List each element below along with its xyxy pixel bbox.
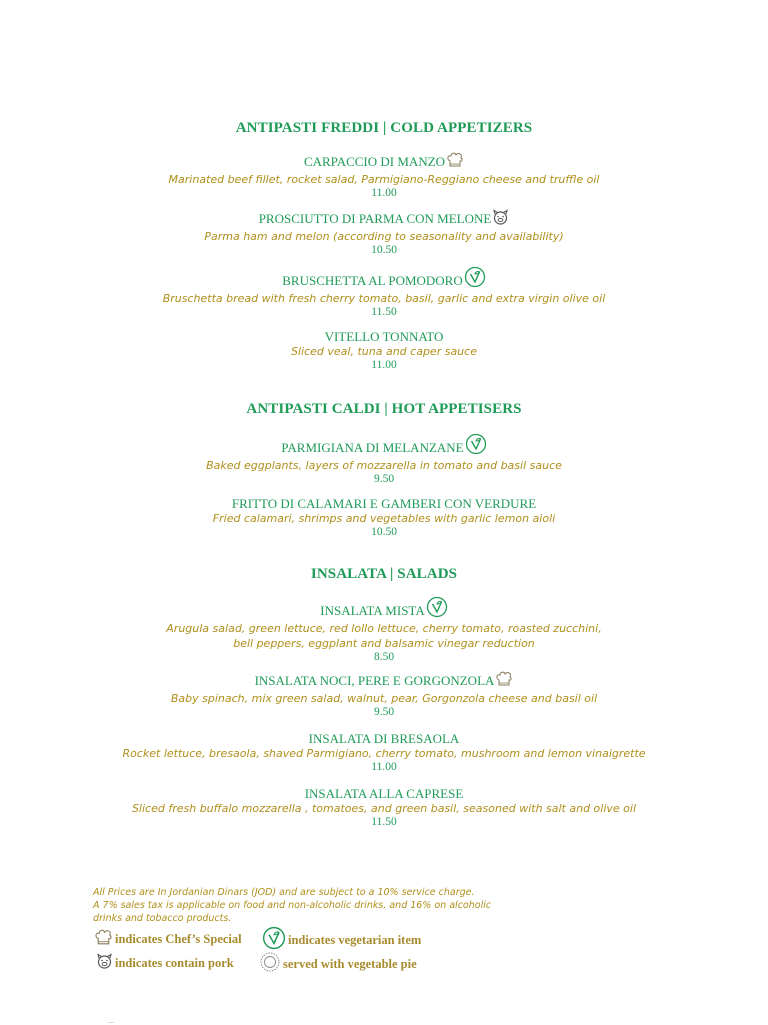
- vegetarian-icon: [464, 266, 486, 291]
- section-title-salads: INSALATA | SALADS: [310, 566, 458, 582]
- menu-item-insalata-mista: [0, 596, 768, 664]
- item-price: 11.00: [371, 359, 397, 371]
- stray-mark: ...: [108, 1016, 114, 1025]
- item-name: INSALATA DI BRESAOLA: [308, 731, 460, 746]
- item-price: 11.00: [371, 187, 397, 199]
- item-name: BRUSCHETTA AL POMODORO: [282, 273, 463, 288]
- menu-item-prosciutto: [0, 209, 768, 257]
- legend-pork: [96, 953, 234, 974]
- item-name: CARPACCIO DI MANZO: [303, 154, 446, 169]
- pig-icon: [492, 209, 509, 229]
- item-description: Baked eggplants, layers of mozzarella in tomato and basil sauce: [206, 459, 562, 472]
- item-name: INSALATA ALLA CAPRESE: [304, 786, 464, 801]
- menu-item-vitello: [0, 329, 768, 372]
- item-price: 10.50: [371, 526, 397, 538]
- item-price: 11.50: [371, 306, 397, 318]
- chef-hat-icon: [94, 928, 113, 951]
- menu-item-bresaola: [0, 731, 768, 774]
- pig-icon: [96, 953, 113, 974]
- menu-item-fritto: [0, 496, 768, 539]
- item-price: 9.50: [373, 473, 395, 485]
- item-description: Marinated beef fillet, rocket salad, Parmigiano-Reggiano cheese and truffle oil: [168, 173, 600, 186]
- menu-item-insalata-noci: [0, 670, 768, 719]
- legend-label: indicates vegetarian item: [288, 932, 422, 947]
- item-price: 8.50: [373, 651, 395, 663]
- chef-hat-icon: [446, 151, 464, 172]
- item-name: INSALATA NOCI, PERE E GORGONZOLA: [254, 673, 495, 688]
- item-price: 10.50: [371, 244, 397, 256]
- item-name: PROSCIUTTO DI PARMA CON MELONE: [258, 211, 492, 226]
- legend-label: indicates Chef’s Special: [115, 932, 242, 946]
- item-name: PARMIGIANA DI MELANZANE: [281, 440, 464, 455]
- item-description: Sliced fresh buffalo mozzarella , tomatoes, and green basil, seasoned with salt and olive oil: [131, 802, 637, 815]
- price-footnote: [93, 886, 513, 925]
- item-description-line1: Arugula salad, green lettuce, red lollo lettuce, cherry tomato, roasted zucchini,: [166, 622, 602, 635]
- item-description-line2: bell peppers, eggplant and balsamic vinegar reduction: [233, 637, 535, 650]
- chef-hat-icon: [495, 670, 513, 691]
- item-name: INSALATA MISTA: [320, 603, 425, 618]
- item-name: FRITTO DI CALAMARI E GAMBERI CON VERDURE: [231, 496, 537, 511]
- item-name: VITELLO TONNATO: [324, 329, 444, 344]
- menu-item-bruschetta: [0, 266, 768, 319]
- footnote-line: All Prices are In Jordanian Dinars (JOD) and are subject to a 10% service charge.: [93, 887, 475, 898]
- menu-item-caprese: [0, 786, 768, 829]
- menu-item-parmigiana: [0, 433, 768, 486]
- section-title-cold: ANTIPASTI FREDDI | COLD APPETIZERS: [235, 120, 533, 136]
- legend-vegetable-pie: [259, 951, 417, 977]
- footnote-line: A 7% sales tax is applicable on food and non-alcoholic drinks, and 16% on alcoholic: [93, 900, 492, 911]
- menu-item-carpaccio: [0, 151, 768, 200]
- section-title-hot: ANTIPASTI CALDI | HOT APPETISERS: [246, 401, 522, 417]
- legend-chef: [94, 928, 242, 951]
- vegetarian-icon: [465, 433, 487, 458]
- vegetable-pie-icon: [259, 951, 281, 977]
- item-price: 9.50: [373, 706, 395, 718]
- item-price: 11.00: [371, 761, 397, 773]
- vegetarian-icon: [426, 596, 448, 621]
- vegetarian-icon: [262, 926, 286, 954]
- item-description: Parma ham and melon (according to seasonality and availability): [204, 230, 564, 243]
- item-description: Sliced veal, tuna and caper sauce: [291, 345, 477, 358]
- item-price: 11.50: [371, 816, 397, 828]
- item-description: Bruschetta bread with fresh cherry tomato, basil, garlic and extra virgin olive oil: [162, 292, 606, 305]
- item-description: Baby spinach, mix green salad, walnut, pear, Gorgonzola cheese and basil oil: [170, 692, 598, 705]
- item-description: Fried calamari, shrimps and vegetables with garlic lemon aioli: [212, 512, 556, 525]
- item-description: Rocket lettuce, bresaola, shaved Parmigiano, cherry tomato, mushroom and lemon vinaigrette: [122, 747, 646, 760]
- legend-label: served with vegetable pie: [283, 956, 417, 971]
- legend-vegetarian: [262, 926, 421, 954]
- footnote-line: drinks and tobacco products.: [93, 913, 232, 924]
- legend-label: indicates contain pork: [115, 956, 234, 970]
